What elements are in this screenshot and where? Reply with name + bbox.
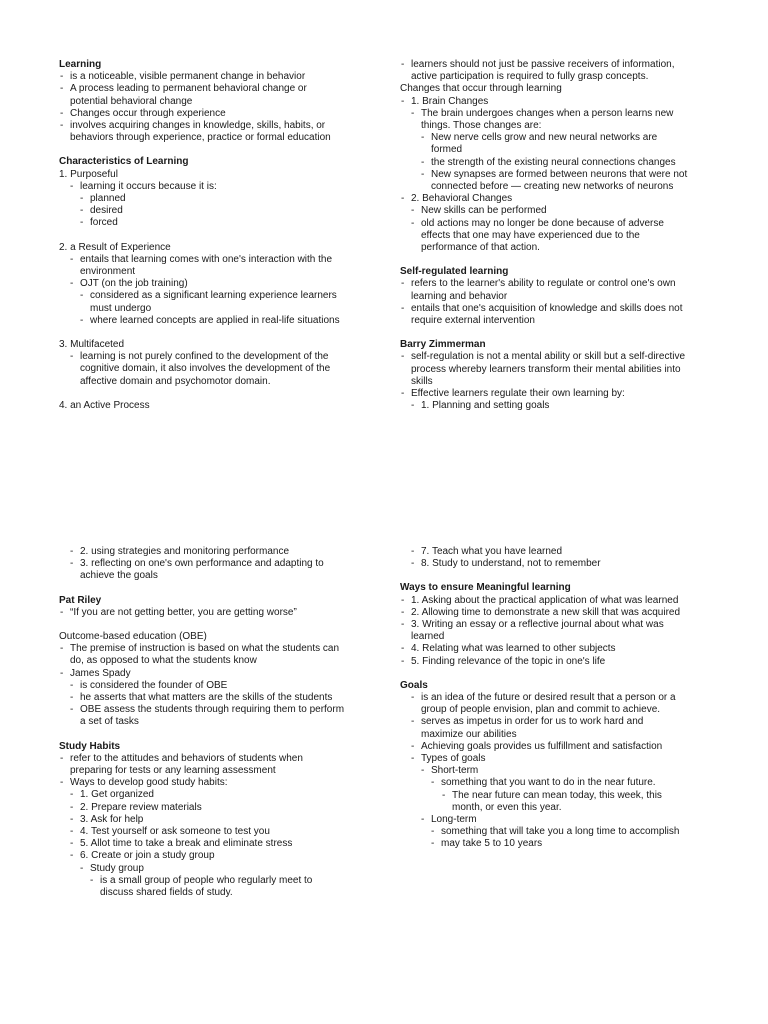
bullet-line: - OBE assess the students through requiring them to perform <box>59 704 389 716</box>
paragraph-gap <box>59 230 389 242</box>
bullet-line: - planned <box>59 193 389 205</box>
text-line: 1. Purposeful <box>59 168 118 180</box>
text-line: process whereby learners transform their mental abilities into <box>411 363 681 375</box>
bullet-line: - 1. Planning and setting goals <box>400 400 730 412</box>
text-line: 2. a Result of Experience <box>59 241 171 253</box>
text-line: achieve the goals <box>80 570 158 582</box>
bullet-line: - The brain undergoes changes when a person learns new <box>400 108 730 120</box>
column-bottom-left <box>59 546 389 899</box>
bullet-line: - self-regulation is not a mental ability or skill but a self-directive <box>400 351 730 363</box>
paragraph-gap <box>400 570 730 582</box>
bullet-line: - The premise of instruction is based on what the students can <box>59 643 389 655</box>
text-line: a set of tasks <box>80 716 139 728</box>
paragraph-gap <box>59 388 389 400</box>
bullet-line: - Changes occur through experience <box>59 108 389 120</box>
text-line: Changes that occur through learning <box>400 83 562 95</box>
bullet-line: - Ways to develop good study habits: <box>59 777 389 789</box>
bullet-line: - 7. Teach what you have learned <box>400 546 730 558</box>
bullet-line: - The near future can mean today, this week, this <box>400 790 730 802</box>
bullet-line: - Long-term <box>400 814 730 826</box>
text-line: 4. an Active Process <box>59 399 150 411</box>
bullet-line: - refers to the learner's ability to regulate or control one's own <box>400 278 730 290</box>
bullet-line: - Short-term <box>400 765 730 777</box>
bullet-line: - learners should not just be passive receivers of information, <box>400 59 730 71</box>
bullet-line: - desired <box>59 205 389 217</box>
section-heading: Characteristics of Learning <box>59 156 189 168</box>
column-bottom-right <box>400 546 730 851</box>
bullet-line: - involves acquiring changes in knowledge, skills, habits, or <box>59 120 389 132</box>
text-line: learned <box>411 631 445 643</box>
bullet-line: - the strength of the existing neural connections changes <box>400 157 730 169</box>
text-line: group of people envision, plan and commit to achieve. <box>421 704 661 716</box>
paragraph-gap <box>59 729 389 741</box>
bullet-line: - is considered the founder of OBE <box>59 680 389 692</box>
text-line: affective domain and psychomotor domain. <box>80 375 271 387</box>
text-line: active participation is required to fully grasp concepts. <box>411 71 649 83</box>
bullet-line: - he asserts that what matters are the skills of the students <box>59 692 389 704</box>
bullet-line: - 8. Study to understand, not to remember <box>400 558 730 570</box>
bullet-line: - 2. Prepare review materials <box>59 802 389 814</box>
section-heading: Barry Zimmerman <box>400 339 486 351</box>
paragraph-gap <box>400 668 730 680</box>
bullet-line: - learning is not purely confined to the development of the <box>59 351 389 363</box>
text-line: must undergo <box>90 302 152 314</box>
bullet-line: - New synapses are formed between neurons that were not <box>400 169 730 181</box>
text-line: behaviors through experience, practice or formal education <box>70 132 331 144</box>
text-line: month, or even this year. <box>452 801 562 813</box>
bullet-line: - 3. reflecting on one's own performance and adapting to <box>59 558 389 570</box>
bullet-line: - Study group <box>59 863 389 875</box>
section-heading: Goals <box>400 679 428 691</box>
section-heading: Learning <box>59 59 102 70</box>
text-line: maximize our abilities <box>421 728 517 740</box>
bullet-line: - 1. Asking about the practical application of what was learned <box>400 595 730 607</box>
text-line: formed <box>431 144 463 156</box>
text-line: require external intervention <box>411 315 535 327</box>
paragraph-gap <box>59 583 389 595</box>
text-line: potential behavioral change <box>70 95 193 107</box>
bullet-line: - is a small group of people who regularly meet to <box>59 875 389 887</box>
bullet-line: - 4. Test yourself or ask someone to test you <box>59 826 389 838</box>
section-heading: Pat Riley <box>59 594 102 606</box>
bullet-line: - something that will take you a long time to accomplish <box>400 826 730 838</box>
bullet-line: - 1. Get organized <box>59 789 389 801</box>
bullet-line: - 5. Allot time to take a break and eliminate stress <box>59 838 389 850</box>
paragraph-gap <box>59 619 389 631</box>
bullet-line: - is a noticeable, visible permanent change in behavior <box>59 71 389 83</box>
bullet-line: - 1. Brain Changes <box>400 96 730 108</box>
text-line: performance of that action. <box>421 242 540 254</box>
bullet-line: - New nerve cells grow and new neural networks are <box>400 132 730 144</box>
bullet-line: - 2. Allowing time to demonstrate a new skill that was acquired <box>400 607 730 619</box>
text-line: things. Those changes are: <box>421 120 542 132</box>
text-line: cognitive domain, it also involves the development of the <box>80 363 331 375</box>
text-line: environment <box>80 266 136 278</box>
column-top-left <box>59 59 389 412</box>
paragraph-gap <box>400 254 730 266</box>
bullet-line: - A process leading to permanent behavioral change or <box>59 83 389 95</box>
bullet-line: - OJT (on the job training) <box>59 278 389 290</box>
section-heading: Self-regulated learning <box>400 266 509 278</box>
text-line: skills <box>411 375 433 387</box>
text-line: effects that one may have experienced due to the <box>421 229 640 241</box>
bullet-line: - 2. using strategies and monitoring performance <box>59 546 389 558</box>
bullet-line: - serves as impetus in order for us to work hard and <box>400 716 730 728</box>
bullet-line: - Types of goals <box>400 753 730 765</box>
bullet-line: - 3. Writing an essay or a reflective journal about what was <box>400 619 730 631</box>
text-line: preparing for tests or any learning assessment <box>70 765 276 777</box>
bullet-line: - forced <box>59 217 389 229</box>
text-line: 3. Multifaceted <box>59 339 125 351</box>
bullet-line: - considered as a significant learning experience learners <box>59 290 389 302</box>
bullet-line: - 2. Behavioral Changes <box>400 193 730 205</box>
bullet-line: - something that you want to do in the near future. <box>400 777 730 789</box>
bullet-line: - refer to the attitudes and behaviors of students when <box>59 753 389 765</box>
bullet-line: - learning it occurs because it is: <box>59 181 389 193</box>
paragraph-gap <box>400 327 730 339</box>
paragraph-gap <box>59 144 389 156</box>
bullet-line: - entails that learning comes with one's interaction with the <box>59 254 389 266</box>
bullet-line: - Achieving goals provides us fulfillment and satisfaction <box>400 741 730 753</box>
bullet-line: - may take 5 to 10 years <box>400 838 730 850</box>
text-line: do, as opposed to what the students know <box>70 655 257 667</box>
bullet-line: - old actions may no longer be done because of adverse <box>400 218 730 230</box>
column-top-right <box>400 59 730 412</box>
text-line: discuss shared fields of study. <box>100 887 233 899</box>
bullet-line: - “If you are not getting better, you are getting worse” <box>59 607 389 619</box>
text-line: learning and behavior <box>411 290 508 302</box>
bullet-line: - 6. Create or join a study group <box>59 850 389 862</box>
paragraph-gap <box>59 327 389 339</box>
section-heading: Ways to ensure Meaningful learning <box>400 582 571 594</box>
section-heading: Study Habits <box>59 740 121 752</box>
bullet-line: - 3. Ask for help <box>59 814 389 826</box>
bullet-line: - where learned concepts are applied in real-life situations <box>59 315 389 327</box>
bullet-line: - New skills can be performed <box>400 205 730 217</box>
bullet-line: - 4. Relating what was learned to other subjects <box>400 643 730 655</box>
bullet-line: - James Spady <box>59 668 389 680</box>
bullet-line: - is an idea of the future or desired result that a person or a <box>400 692 730 704</box>
bullet-line: - 5. Finding relevance of the topic in one's life <box>400 656 730 668</box>
bullet-line: - Effective learners regulate their own learning by: <box>400 388 730 400</box>
bullet-line: - entails that one's acquisition of knowledge and skills does not <box>400 303 730 315</box>
text-line: Outcome-based education (OBE) <box>59 631 207 643</box>
text-line: connected before — creating new networks of neurons <box>431 181 674 193</box>
